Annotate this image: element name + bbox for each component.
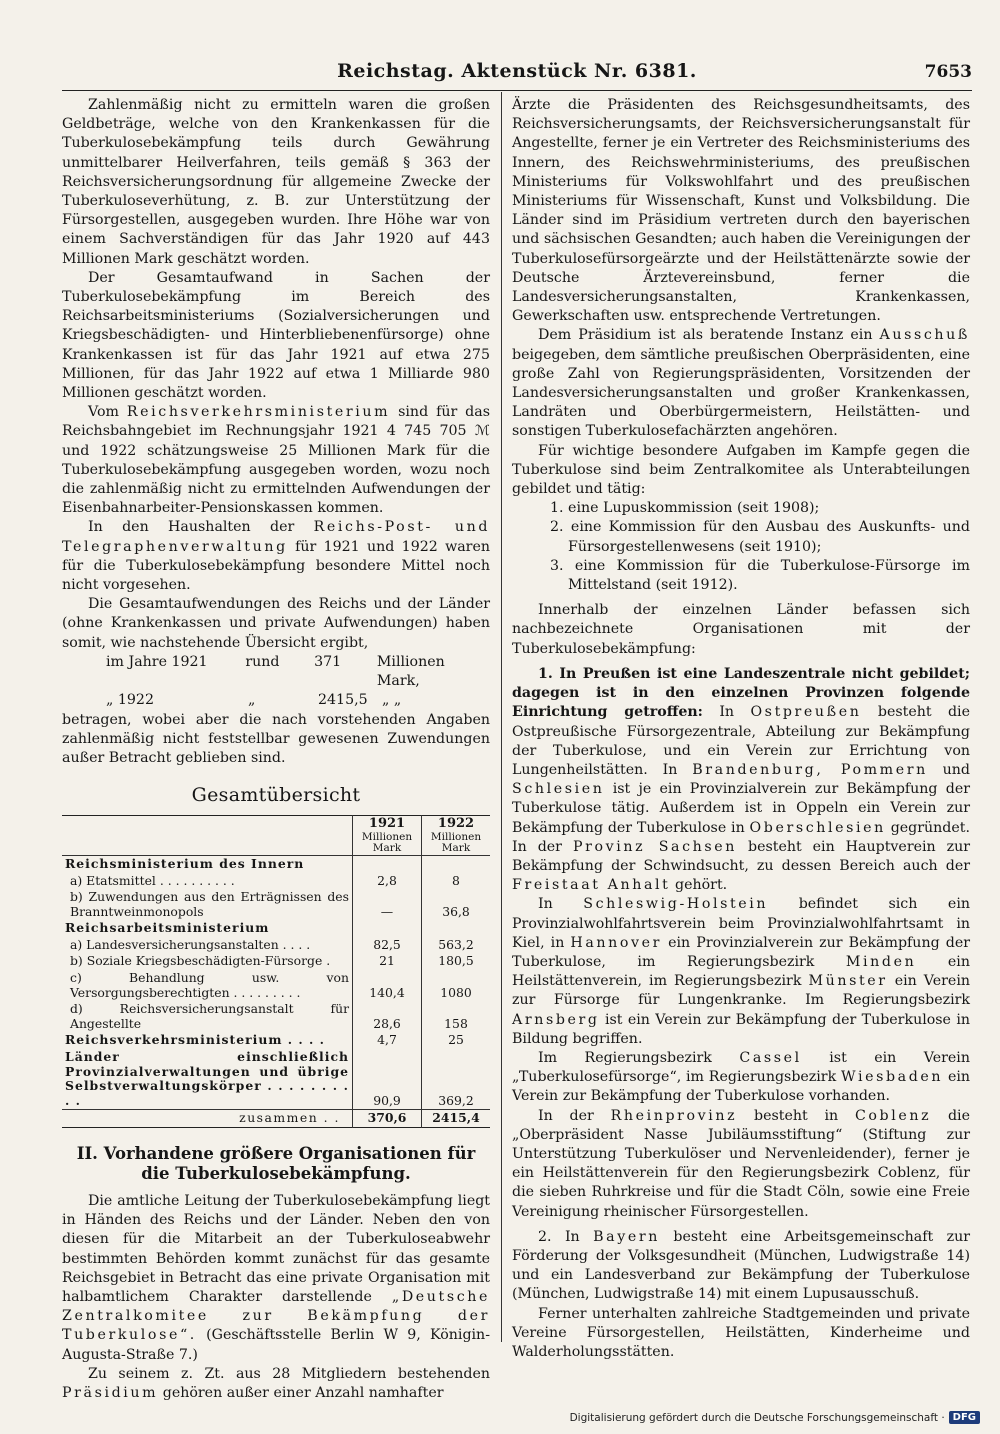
paragraph: Innerhalb der einzelnen Länder befassen sich nachbezeichnete Organisationen mit der Tuberkulosebekämpfung: — [512, 602, 970, 657]
spaced-term: Ausschuß — [879, 327, 970, 344]
section-title: Gesamtübersicht — [191, 784, 361, 807]
footer-text: Digitalisierung gefördert durch die Deutsche Forschungsgemeinschaft · — [569, 1411, 945, 1424]
table-row: Reichsverkehrsministerium . . . . 4,7 25 — [62, 1032, 490, 1049]
paragraph: Ärzte die Präsidenten des Reichsgesundheitsamts, des Reichsversicherungsamts, der Reichsversicherungsanstalt für Angestellte, ferner je ein Vertreter des Reichsministeriums des Innern, des Reichswehrministeriums, des preußischen Ministeriums für Volkswohlfahrt und des preußischen Ministeriums für Wissenschaft, Kunst und Volksbildung. Die Länder sind im Präsidium vertreten durch den bayerischen und sächsischen Gesandten; auch haben die Vereinigungen der Tuberkulosefürsorgeärzte und der Heilstättenärzte sowie der Deutsche Ärztevereinsbund, ferner die Landesversicherungsanstalten, Krankenkassen, Gewerkschaften usw. entsprechende Vertretungen. — [512, 97, 970, 325]
col-1922: 1922 Millionen Mark — [422, 816, 491, 856]
table-row: Reichsarbeitsministerium — [62, 920, 490, 937]
paragraph: Ferner unterhalten zahlreiche Stadtgemeinden und private Vereine Fürsorgestellen, Heilstätten, Kinderheime und Walderholungsstätten. — [512, 1305, 970, 1360]
page-number: 7653 — [924, 62, 972, 82]
paragraph: In den Haushalten der Reichs-Post- und Telegraphenverwaltung für 1921 und 1922 waren für die Tuberkulosebekämpfung besondere Mittel noch nicht vorgesehen. — [62, 519, 491, 594]
sum-line-1922: „ 1922 „ 2415,5 „ „ — [106, 692, 402, 709]
paragraph: Im Regierungsbezirk Cassel ist ein Verein „Tuberkulosefürsorge“, im Regierungsbezirk Wiesbaden ein Verein zur Bekämpfung der Tuberkulose vorhanden. — [512, 1049, 971, 1105]
paragraph: Der Gesamtaufwand in Sachen der Tuberkulosebekämpfung im Bereich des Reichsarbeitsministeriums (Sozialversicherungen und Kriegsbeschädigten- und Hinterbliebenenfürsorge) ohne Krankenkassen ist für das Jahr 1921 auf etwa 275 Millionen, für das Jahr 1922 auf etwa 1 Milliarde 980 Millionen geschätzt worden. — [62, 269, 490, 402]
column-divider — [501, 92, 502, 1342]
running-title: Reichstag. Aktenstück Nr. 6381. — [337, 60, 697, 82]
col-1921: 1921 Millionen Mark — [353, 816, 422, 856]
table-row: Reichsministerium des Innern — [62, 855, 490, 872]
sum-line-1921: im Jahre 1921 rund 371 Millionen Mark, — [106, 653, 445, 690]
paragraph: Die Gesamtaufwendungen des Reichs und der Länder (ohne Krankenkassen und private Aufwendungen) haben somit, wie nachstehende Übersicht ergibt, — [62, 596, 490, 651]
digitization-footer — [570, 1411, 980, 1424]
section-2-title: II. Vorhandene größere Organisationen für die Tuberkulosebekämpfung. — [76, 1144, 476, 1183]
spaced-term: Reichsverkehrsministerium — [126, 404, 391, 421]
table-row: b) Soziale Kriegsbeschädigten-Fürsorge . 21 180,5 — [62, 953, 490, 970]
spaced-term: Reichs-Post- und Telegraphenverwaltung — [62, 519, 491, 555]
paragraph: Die amtliche Leitung der Tuberkulosebekämpfung liegt in Händen des Reichs und der Länder. Neben den von diesen für die Mitarbeit an der Tuberkuloseabwehr bestimmten Behörden kommt zunächst für das gesamte Reichsgebiet in Betracht das eine private Organisation mit halbamtlichem Charakter darstellende „Deutsche Zentralkomitee zur Bekämpfung der Tuberkulose“. (Geschäftsstelle Berlin W 9, Königin-Augusta-Straße 7.) — [62, 1193, 490, 1363]
paragraph: Zu seinem z. Zt. aus 28 Mitgliedern bestehenden Präsidium gehören außer einer Anzahl namhafter — [62, 1365, 490, 1402]
spaced-term: Präsidium — [62, 1385, 159, 1402]
paragraph: 2. In Bayern besteht eine Arbeitsgemeinschaft zur Förderung der Volksgesundheit (München, Ludwigstraße 14) und ein Landesverband zur Bekämpfung der Tuberkulose (München, Ludwigstraße 14) mit einem Lupusausschuß. — [512, 1228, 970, 1303]
paragraph: betragen, wobei aber die nach vorstehenden Angaben zahlenmäßig nicht feststellbar gewesenen Zuwendungen außer Betracht geblieben sind. — [62, 711, 490, 766]
table-header-row — [62, 816, 490, 856]
paragraph: Für wichtige besondere Aufgaben im Kampfe gegen die Tuberkulose sind beim Zentralkomitee als Unterabteilungen gebildet und tätig: — [512, 442, 970, 498]
paragraph: Dem Präsidium ist als beratende Instanz ein Ausschuß beigegeben, dem sämtliche preußischen Oberpräsidenten, eine große Zahl von Regierungspräsidenten, Vorsitzenden der Landesversicherungsanstalten und großer Krankenkassen, Landräten und Oberbürgermeistern, Heilstätten- und sonstigen Tuberkulosefachärzten angehören. — [512, 327, 970, 440]
table-row: a) Etatsmittel . . . . . . . . . . 2,8 8 — [62, 873, 490, 890]
right-column — [512, 96, 970, 1362]
table-row: Länder einschließlich Provinzialverwaltungen und übrige Selbstverwaltungskörper . . . . . . . . . . 90,9 369,2 — [62, 1049, 490, 1110]
paragraph: Zahlenmäßig nicht zu ermitteln waren die großen Geldbeträge, welche von den Krankenkassen für die Tuberkulosebekämpfung teils durch Gewährung unmittelbarer Heilverfahren, teils gemäß § 363 der Reichsversicherungsordnung für allgemeine Zwecke der Tuberkuloseverhütung, z. B. zur Unterstützung der Fürsorgestellen, ausgegeben wurden. Ihre Höhe war von einem Sachverständigen für das Jahr 1920 auf 443 Millionen Mark geschätzt worden. — [62, 97, 490, 267]
table-row: c) Behandlung usw. von Versorgungsberechtigten . . . . . . . . . 140,4 1080 — [62, 970, 490, 1001]
list-item: 1. eine Lupuskommission (seit 1908); — [550, 500, 820, 517]
page-header — [62, 60, 972, 88]
list-item: 3. eine Kommission für die Tuberkulose-Fürsorge im Mittelstand (seit 1912). — [550, 557, 970, 594]
table-row: b) Zuwendungen aus den Erträgnissen des Branntweinmonopols — 36,8 — [62, 889, 490, 920]
paragraph: In Schleswig-Holstein befindet sich ein Provinzialwohlfahrtsverein beim Provinzialwohlfahrtsamt in Kiel, in Hannover ein Provinzialverein zur Bekämpfung der Tuberkulose, im Regierungsbezirk Minden ein Heilstättenverein, im Regierungsbezirk Münster ein Verein zur Fürsorge für Lungenkranke. Im Regierungsbezirk Arnsberg ist ein Verein zur Bekämpfung der Tuberkulose in Bildung begriffen. — [512, 896, 971, 1047]
list-item: 2. eine Kommission für den Ausbau des Auskunfts- und Fürsorgestellenwesens (seit 1910); — [550, 519, 970, 555]
table-row: d) Reichsversicherungsanstalt für Angestellte 28,6 158 — [62, 1001, 490, 1032]
paragraph: Vom Reichsverkehrsministerium sind für das Reichsbahngebiet im Rechnungsjahr 1921 4 745 705 ℳ und 1922 schätzungsweise 25 Millionen Mark für die Tuberkulosebekämpfung ausgegeben worden, wozu noch die zahlenmäßig nicht zu ermittelnden Aufwendungen der Eisenbahnarbeiter-Pensionskassen kommen. — [62, 404, 490, 517]
table-sum-row: zusammen . . 370,6 2415,4 — [62, 1110, 490, 1128]
header-rule — [62, 90, 972, 91]
dfg-logo-icon: DFG — [949, 1411, 980, 1424]
spaced-term: „Deutsche Zentralkomitee zur Bekämpfung der Tuberkulose“. — [62, 1289, 490, 1344]
paragraph: 1. In Preußen ist eine Landeszentrale nicht gebildet; dagegen ist in den einzelnen Provinzen folgende Einrichtung getroffen: In Ostpreußen besteht die Ostpreußische Fürsorgezentrale, Abteilung zur Bekämpfung der Tuberkulose, und ein Verein zur Errichtung von Lungenheilstätten. In Brandenburg, Pommern und Schlesien ist je ein Provinzialverein zur Bekämpfung der Tuberkulose tätig. Außerdem ist in Oppeln ein Verein zur Bekämpfung der Tuberkulose in Oberschlesien gegründet. In der Provinz Sachsen besteht ein Hauptverein zur Bekämpfung der Schwindsucht, zu dessen Bereich auch der Freistaat Anhalt gehört. — [512, 665, 971, 894]
overview-table — [62, 815, 490, 1128]
subcommittee-list — [512, 499, 970, 595]
paragraph: In der Rheinprovinz besteht in Coblenz die „Oberpräsident Nasse Jubiläumsstiftung“ (Stiftung zur Unterstützung Tuberkulöser und Nervenleidender), ferner je ein Heilstättenverein für den Regierungsbezirk Coblenz, für die sieben Ruhrkreise und für die Stadt Cöln, sowie eine Freie Vereinigung rheinischer Fürsorgestellen. — [512, 1107, 970, 1220]
table-row: a) Landesversicherungsanstalten . . . . 82,5 563,2 — [62, 937, 490, 954]
left-column — [62, 96, 490, 1403]
